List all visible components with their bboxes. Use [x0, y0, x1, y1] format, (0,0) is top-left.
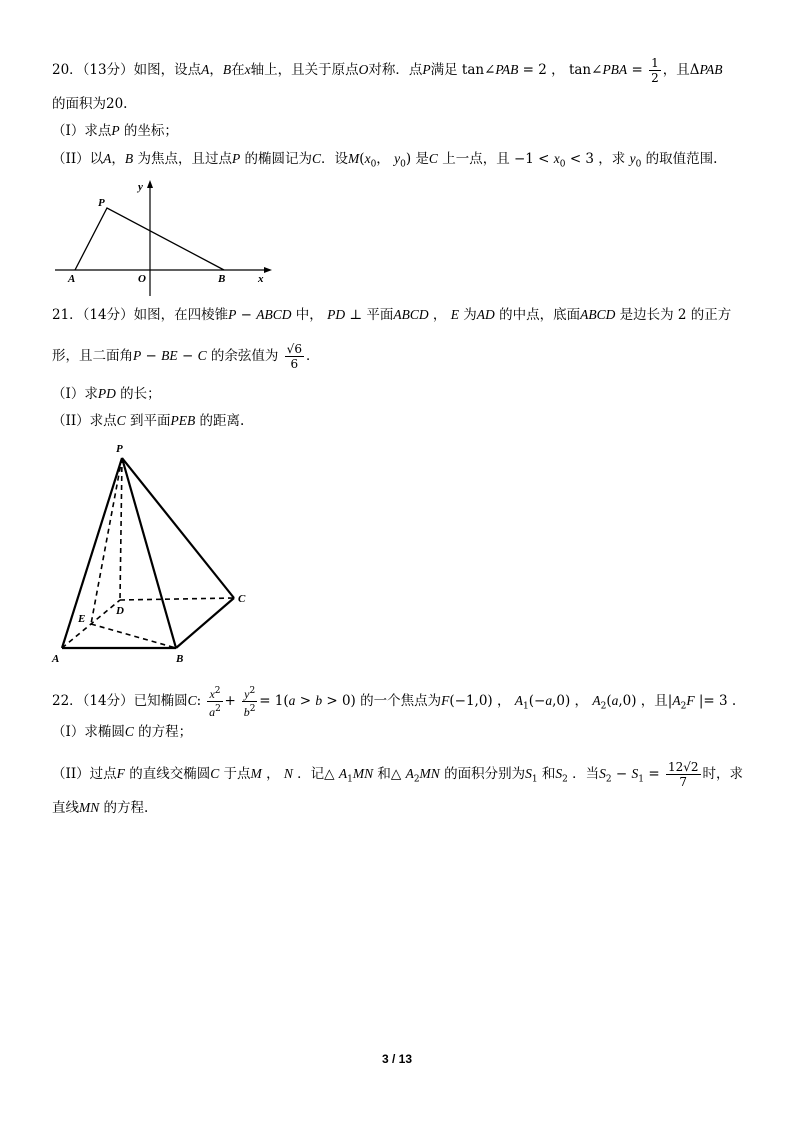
label-A: A	[52, 653, 60, 665]
label-P: P	[116, 443, 123, 455]
problem-20-part1: （I）求点P 的坐标；	[52, 123, 178, 139]
figure-20-triangle	[50, 176, 280, 298]
label-B: B	[218, 273, 226, 285]
label-y: y	[138, 181, 143, 193]
problem-22-line1: 22．（14分）已知椭圆C: $\frac{x^2}{a^2}$ + $\frac{y^2}{b^2}$ = 1(a > b > 0) 的一个焦点为F(−1,0) ， $A_1(-a,0)$ ， $A_2(a,0)$ ，且$|A_2F$ |= 3 .	[52, 686, 737, 719]
label-E: E	[78, 613, 86, 625]
problem-20-part2: （II）以A，B 为焦点，且过点P 的椭圆记为C．设$M(x_0$， $y_0$) 是C 上一点，且 $-1 < x_0 < 3$ ，求 $y_0$ 的取值范围.	[52, 151, 718, 170]
problem-22-part1: （I）求椭圆C 的方程；	[52, 724, 193, 740]
label-D: D	[116, 605, 124, 617]
label-O: O	[138, 273, 146, 285]
page-indicator: 3 / 13	[381, 1052, 413, 1066]
figure-21-pyramid	[48, 436, 258, 666]
label-P: P	[98, 197, 105, 209]
problem-20-line1: 20．（13分）如图，设点A，B在x轴上，且关于原点O对称．点P满足 tan∠PAB = 2 ， tan∠PBA = $\frac{1}{2}$ ，且ΔPAB	[52, 56, 723, 85]
problem-20-line2: 的面积为20.	[52, 96, 128, 112]
problem-21-line1: 21．（14分）如图，在四棱锥P − ABCD 中， PD ⊥ 平面ABCD ， E 为AD 的中点，底面ABCD 是边长为 2 的正方	[52, 307, 732, 323]
problem-22-part2: （II）过点F 的直线交椭圆C 于点M ， N ．记△ $A_1MN$ 和△ $A_2MN$ 的面积分别为$S_1$ 和$S_2$ ．当$S_2 - S_1$ = $\frac{12√2}{7}$ 时，求	[52, 760, 743, 789]
label-B: B	[176, 653, 184, 665]
problem-21-part2: （II）求点C 到平面PEB 的距离.	[52, 413, 245, 429]
label-A: A	[68, 273, 76, 285]
problem-21-part1: （I）求PD 的长；	[52, 386, 161, 402]
problem-21-line2: 形，且二面角P − BE − C 的余弦值为 $\frac{√6}{6}$ ．	[52, 342, 320, 371]
problem-22-line-last: 直线MN 的方程.	[52, 800, 149, 816]
label-x: x	[258, 273, 264, 285]
label-C: C	[238, 593, 246, 605]
